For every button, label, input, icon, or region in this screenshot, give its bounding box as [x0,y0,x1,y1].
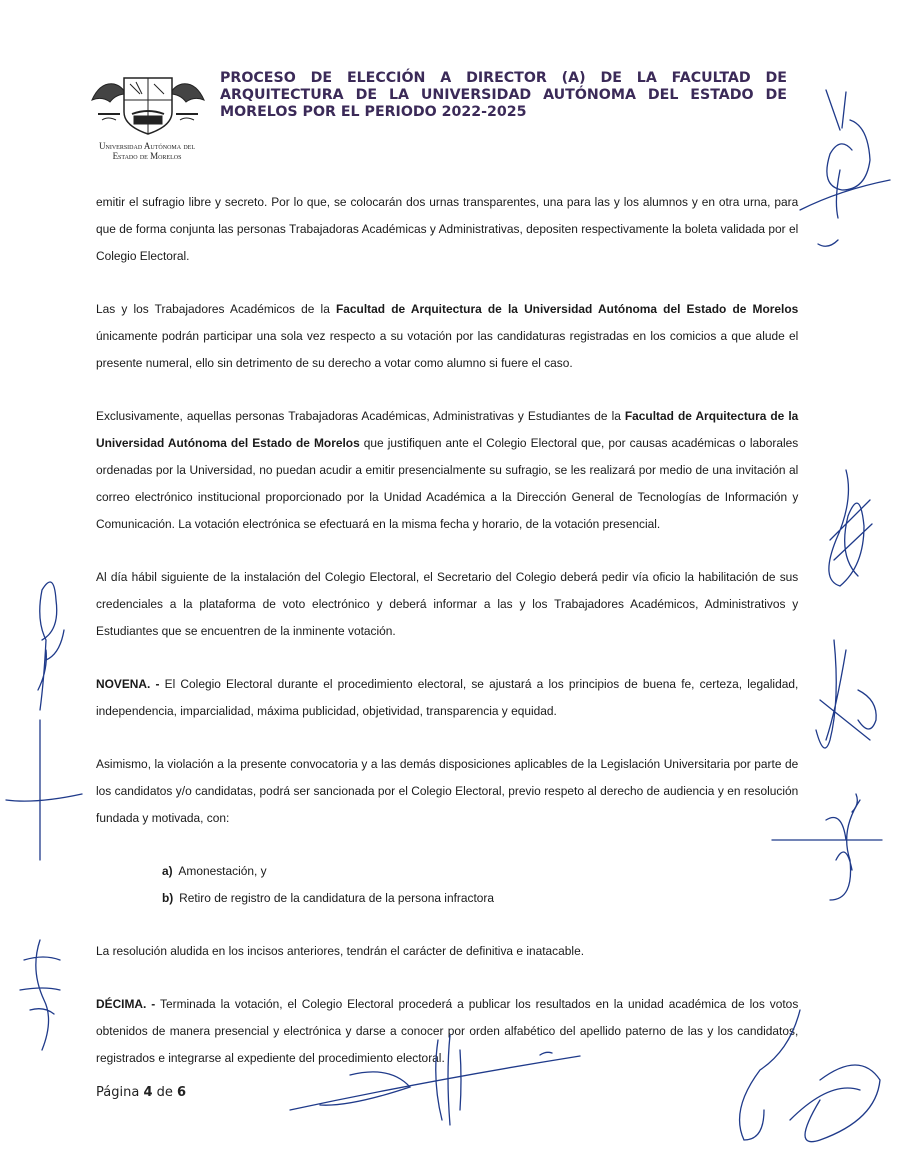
paragraph-3-text-a: Exclusivamente, aquellas personas Trabajadoras Académicas, Administrativas y Estudiantes de la [96,409,625,423]
list-text: Retiro de registro de la candidatura de la persona infractora [179,891,495,905]
page-label: Página [96,1085,144,1100]
page-total: 6 [177,1085,187,1100]
paragraph-3-bold: Facultad de Arquitectura de la Universidad Autónoma del Estado de Morelos [96,409,799,450]
list-text: Amonestación, y [178,864,267,878]
document-title: PROCESO DE ELECCIÓN A DIRECTOR (A) DE LA FACULTAD DE ARQUITECTURA DE LA UNIVERSIDAD AUTÓNOMA DEL ESTADO DE MORELOS POR EL PERIODO 2022-2025 [220,70,787,120]
paragraph-7: La resolución aludida en los incisos anteriores, tendrán el carácter de definitiva e inatacable. [96,944,585,958]
document-body [96,189,798,1098]
logo-caption-line1: Universidad Autónoma del [99,141,195,151]
signature-right-2-icon [816,640,876,748]
paragraph-4: Al día hábil siguiente de la instalación del Colegio Electoral, el Secretario del Colegio deberá pedir vía oficio la habilitación de sus credenciales a la plataforma de voto electrónico y deberá informar a las y los Trabajadores Académicos, Administrativos y Estudiantes que se encuentren de la inminente votación. [96,570,799,638]
paragraph-novena [96,671,798,725]
list-marker: b) [162,891,174,905]
signature-right-1-icon [829,470,872,586]
list-marker: a) [162,864,173,878]
decima-heading: DÉCIMA. - [96,997,156,1011]
paragraph-6: Asimismo, la violación a la presente convocatoria y a las demás disposiciones aplicables de la Legislación Universitaria por parte de los candidatos y/o candidatas, podrá ser sancionada por el Colegio Electoral, previo respeto al derecho de audiencia y en resolución fundada y motivada, con: [96,757,799,825]
logo-caption [82,141,212,161]
decima-text: Terminada la votación, el Colegio Electoral procederá a publicar los resultados en la unidad académica de los votos obtenidos de manera presencial y electrónica y darse a conocer por orden alfabético del apellido paterno de las y los candidatos, registrados e integrarse al expediente del procedimiento electoral. [96,997,799,1065]
novena-text: El Colegio Electoral durante el procedimiento electoral, se ajustará a los principios de buena fe, certeza, legalidad, independencia, imparcialidad, máxima publicidad, objetividad, transparencia y equidad. [96,677,799,718]
signature-left-2-icon [6,720,82,860]
sanctions-list [162,858,798,912]
paragraph-2-text-b: únicamente podrán participar una sola vez respecto a su votación por las candidaturas registradas en los comicios a que alude el presente numeral, ello sin detrimento de su derecho a votar como alumno si fuere el caso. [96,329,799,370]
page-number [96,1085,186,1100]
logo-caption-line2: Estado de Morelos [112,151,182,161]
paragraph-2-bold: Facultad de Arquitectura de la Universidad Autónoma del Estado de Morelos [335,302,799,316]
list-item [162,885,779,912]
novena-heading: NOVENA. - [96,677,160,691]
page-current: 4 [143,1085,153,1100]
paragraph-decima [96,991,798,1072]
paragraph-3-text-b: que justifiquen ante el Colegio Electoral que, por causas académicas o laborales ordenadas por la Universidad, no puedan acudir a emitir presencialmente su sufragio, se les realizará por medio de una invitación al correo electrónico institucional proporcionado por la Unidad Académica a la Dirección General de Tecnologías de Información y Comunicación. La votación electrónica se efectuará en la misma fecha y horario, de la votación presencial. [96,436,799,531]
paragraph-2-text-a: Las y los Trabajadores Académicos de la [96,302,336,316]
signature-top-right-icon [800,90,890,246]
list-item [162,858,779,885]
signature-left-3-icon [20,940,60,1050]
paragraph-3 [96,403,798,538]
page-of: de [152,1085,177,1100]
uaem-coat-of-arms-icon [88,70,208,136]
signature-left-1-icon [38,582,64,710]
paragraph-2 [96,296,798,377]
paragraph-1: emitir el sufragio libre y secreto. Por lo que, se colocarán dos urnas transparentes, una para las y los alumnos y en otra urna, para que de forma conjunta las personas Trabajadoras Académicas y Administrativas, depositen respectivamente la boleta validada por el Colegio Electoral. [96,195,799,263]
